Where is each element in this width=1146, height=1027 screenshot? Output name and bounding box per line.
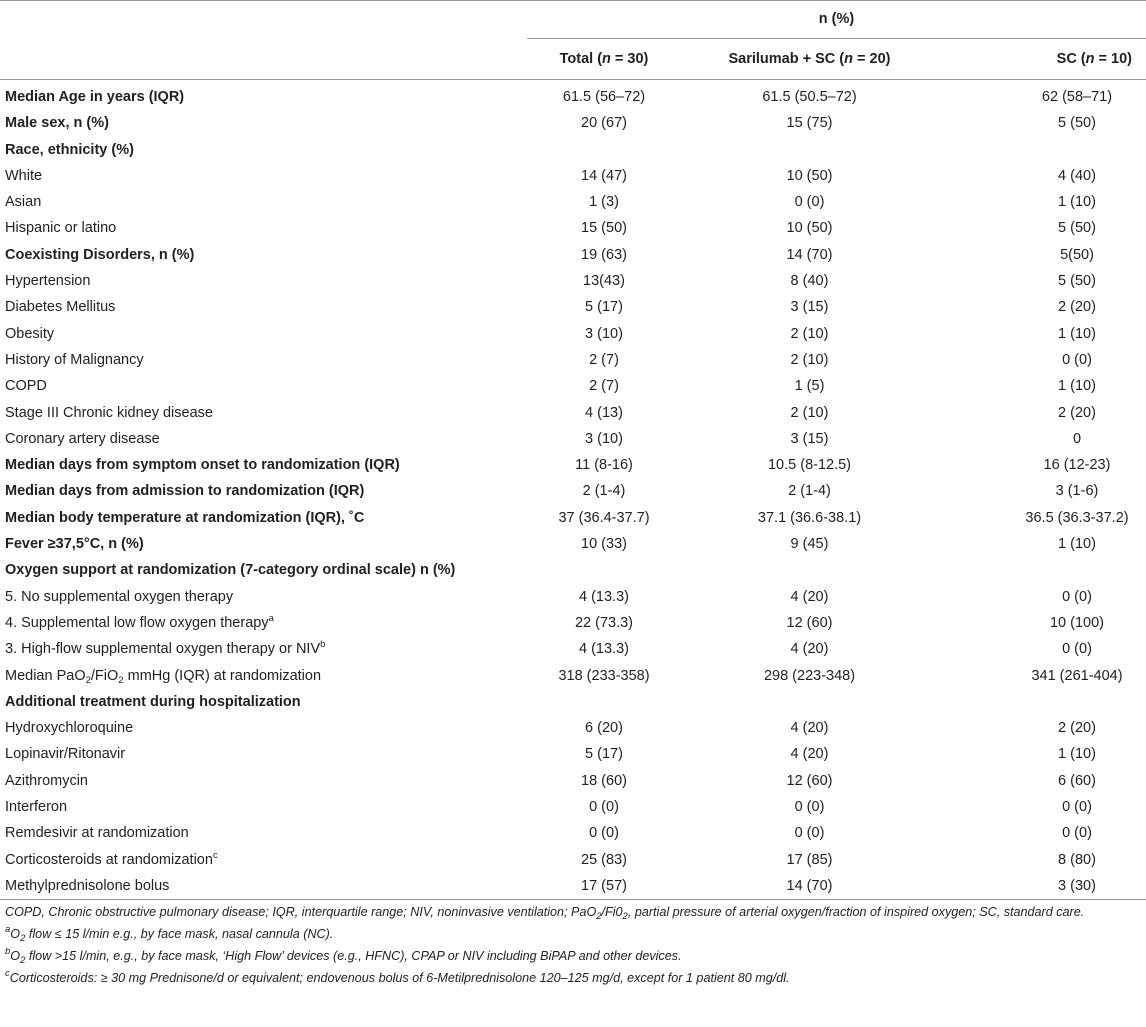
header-row-group	[0, 1, 1146, 39]
group-header: n (%)	[527, 1, 1146, 39]
cell-sarilumab: 12 (60)	[786, 614, 833, 631]
table-row	[0, 347, 1146, 373]
row-label: 4. Supplemental low flow oxygen therapy$^a$	[5, 612, 274, 631]
cell-sarilumab: 14 (70)	[786, 246, 833, 263]
table-row	[0, 584, 1146, 610]
cell-total: 4 (13.3)	[579, 588, 629, 605]
cell-sarilumab: 4 (20)	[790, 641, 829, 658]
row-label: Fever ≥37,5°C, n (%)	[5, 536, 144, 553]
table-row	[0, 768, 1146, 794]
cell-sarilumab: 2 (1-4)	[788, 483, 831, 500]
row-label: 5. No supplemental oxygen therapy	[5, 588, 234, 605]
table-row	[0, 663, 1146, 689]
table-row	[0, 689, 1146, 715]
cell-sc	[938, 110, 1146, 136]
cell-sc-value: 0 (0)	[1062, 588, 1092, 605]
cell-sc	[938, 321, 1146, 347]
cell-sc	[938, 373, 1146, 399]
table-row	[0, 610, 1146, 636]
row-label: Oxygen support at randomization (7-category ordinal scale) n (%)	[5, 562, 456, 579]
row-label: Hydroxychloroquine	[5, 720, 134, 737]
cell-sc	[938, 242, 1146, 268]
row-label: Methylprednisolone bolus	[0, 873, 527, 900]
cell-sc	[938, 478, 1146, 504]
cell-sc	[938, 80, 1146, 111]
table-row	[0, 531, 1146, 557]
cell-total: 2 (1-4)	[582, 483, 626, 500]
cell-sc	[938, 400, 1146, 426]
cell-total: 20 (67)	[581, 115, 627, 132]
row-label: Remdesivir at randomization	[5, 825, 189, 842]
cell-total: 4 (13.3)	[579, 641, 629, 658]
row-label: Coexisting Disorders, n (%)	[5, 246, 195, 263]
table-row	[0, 478, 1146, 504]
cell-sc	[938, 294, 1146, 320]
row-label: Median days from symptom onset to randomization (IQR)	[5, 457, 400, 474]
cell-sc-value: 10 (100)	[1049, 614, 1104, 631]
cell-sc	[938, 268, 1146, 294]
cell-sarilumab: 2 (10)	[790, 404, 829, 421]
cell-total: 22 (73.3)	[574, 614, 634, 631]
cell-sc	[938, 505, 1146, 531]
table-row	[0, 715, 1146, 741]
cell-sc	[938, 531, 1146, 557]
cell-sc	[938, 452, 1146, 478]
row-label: Diabetes Mellitus	[5, 299, 116, 316]
cell-sc	[938, 426, 1146, 452]
cell-sc-value: 2 (20)	[1058, 720, 1096, 737]
cell-total: 318 (233-358)	[558, 667, 650, 684]
cell-sarilumab	[681, 557, 938, 583]
row-label: Median days from admission to randomization (IQR)	[5, 483, 365, 500]
row-label: History of Malignancy	[5, 351, 144, 368]
row-label: Hypertension	[5, 273, 91, 290]
cell-sc-value: 2 (20)	[1058, 299, 1096, 316]
cell-sc	[938, 189, 1146, 215]
cell-sc	[938, 137, 1146, 163]
row-label: Stage III Chronic kidney disease	[5, 404, 213, 421]
row-label: Hispanic or latino	[5, 220, 117, 237]
header-empty-cell	[0, 1, 527, 39]
cell-total	[527, 689, 681, 715]
table-row	[0, 137, 1146, 163]
table-row	[0, 215, 1146, 241]
row-label: Male sex, n (%)	[5, 115, 109, 132]
cell-sarilumab: 10.5 (8-12.5)	[767, 457, 852, 474]
cell-total: 0 (0)	[589, 825, 619, 842]
table-body	[0, 80, 1146, 900]
cell-sc-value: 3 (1-6)	[1055, 483, 1099, 500]
cell-sarilumab: 10 (50)	[786, 167, 833, 184]
cell-sarilumab	[681, 137, 938, 163]
cell-sc-value: 4 (40)	[1058, 167, 1096, 184]
row-label: Coronary artery disease	[5, 430, 160, 447]
cell-total: 10 (33)	[581, 536, 627, 553]
cell-sc	[938, 768, 1146, 794]
cell-total: 19 (63)	[581, 246, 627, 263]
cell-total	[527, 137, 681, 163]
table-row	[0, 820, 1146, 846]
cell-sarilumab: 4 (20)	[790, 746, 829, 763]
table-footnotes	[0, 900, 1146, 988]
cell-sc-value: 0 (0)	[1062, 351, 1092, 368]
cell-sc-value: 3 (30)	[1058, 877, 1096, 894]
cell-total: 3 (10)	[585, 325, 623, 342]
row-label: Median body temperature at randomization (IQR), ˚C	[5, 509, 365, 526]
cell-total: 2 (7)	[589, 351, 619, 368]
table-row	[0, 426, 1146, 452]
cell-total: 11 (8-16)	[575, 457, 633, 474]
cell-sarilumab: 3 (15)	[790, 299, 829, 316]
cell-sc-value: 5 (50)	[1058, 220, 1096, 237]
table-row	[0, 321, 1146, 347]
cell-sc-value: 341 (261-404)	[1031, 667, 1123, 684]
cell-sc	[938, 347, 1146, 373]
cell-sc-value: 0 (0)	[1062, 799, 1092, 816]
cell-sc-value: 1 (10)	[1058, 325, 1096, 342]
cell-sc-value: 1 (10)	[1058, 746, 1096, 763]
cell-total: 3 (10)	[585, 430, 623, 447]
cell-total: 5 (17)	[585, 746, 623, 763]
cell-total: 0 (0)	[589, 799, 619, 816]
table-row	[0, 268, 1146, 294]
row-label: Additional treatment during hospitalization	[5, 693, 301, 710]
table-row	[0, 847, 1146, 873]
table-row	[0, 741, 1146, 767]
row-label: Corticosteroids at randomization$^c$	[5, 849, 218, 868]
table-row	[0, 163, 1146, 189]
cell-total: 2 (7)	[589, 378, 619, 395]
cell-sc	[938, 610, 1146, 636]
row-label: Median PaO$_2$/FiO$_2$ mmHg (IQR) at randomization	[5, 667, 322, 686]
cell-sc	[938, 847, 1146, 873]
cell-sc	[938, 715, 1146, 741]
header-row-columns	[0, 39, 1146, 80]
row-label: 3. High-flow supplemental oxygen therapy or NIV$^b$	[5, 639, 326, 658]
row-label: Median Age in years (IQR)	[5, 89, 185, 105]
row-label: COPD	[5, 378, 47, 395]
column-header-sarilumab: Sarilumab + SC (n = 20)	[681, 39, 938, 80]
table-row	[0, 452, 1146, 478]
table-row	[0, 294, 1146, 320]
cell-sarilumab: 2 (10)	[790, 351, 829, 368]
cell-sc-value: 0	[1072, 430, 1082, 447]
cell-sc-value: 8 (80)	[1058, 851, 1096, 868]
cell-sc-value: 0 (0)	[1062, 825, 1092, 842]
row-label: Azithromycin	[5, 772, 88, 789]
row-label: Asian	[5, 194, 42, 211]
cell-total	[527, 557, 681, 583]
table-row	[0, 557, 1146, 583]
cell-total: 1 (3)	[589, 194, 619, 211]
cell-sc	[938, 663, 1146, 689]
cell-sarilumab: 8 (40)	[790, 273, 829, 290]
table-row	[0, 873, 1146, 900]
cell-total: 6 (20)	[585, 720, 623, 737]
cell-sc-value: 36.5 (36.3-37.2)	[1025, 509, 1129, 526]
cell-sarilumab: 0 (0)	[794, 799, 825, 816]
column-header-sc: SC (n = 10)	[938, 39, 1146, 80]
cell-sc-value: 5 (50)	[1058, 115, 1096, 132]
row-label: Lopinavir/Ritonavir	[5, 746, 126, 763]
cell-total: 5 (17)	[585, 299, 623, 316]
cell-sarilumab: 17 (85)	[786, 851, 833, 868]
row-label: Race, ethnicity (%)	[5, 141, 134, 158]
footnote-b: $^bO_2$ flow >15 l/min, e.g., by face mask, ‘High Flow’ devices (e.g., HFNC), CPAP or NIV including BiPAP and other devices.	[5, 946, 682, 967]
cell-sc-value: 1 (10)	[1058, 536, 1096, 553]
column-header-total: Total (n = 30)	[527, 39, 681, 80]
table-row	[0, 636, 1146, 662]
header-empty-cell	[0, 39, 527, 80]
row-label: White	[5, 167, 43, 184]
cell-sc	[938, 794, 1146, 820]
table-row	[0, 505, 1146, 531]
cell-sarilumab: 15 (75)	[786, 115, 833, 132]
cell-sc-value: 6 (60)	[1058, 772, 1096, 789]
cell-sarilumab	[681, 689, 938, 715]
cell-sarilumab: 0 (0)	[794, 194, 825, 211]
cell-sarilumab: 14 (70)	[681, 873, 938, 900]
cell-sc-value: 1 (10)	[1058, 194, 1096, 211]
cell-sc-value: 1 (10)	[1058, 378, 1096, 395]
table-row	[0, 373, 1146, 399]
table-row	[0, 242, 1146, 268]
cell-sarilumab: 37.1 (36.6-38.1)	[757, 509, 862, 526]
table-row	[0, 189, 1146, 215]
cell-sc-value: 16 (12-23)	[1043, 457, 1111, 474]
cell-total: 4 (13)	[585, 404, 623, 421]
cell-sc	[938, 873, 1146, 900]
cell-sc	[938, 584, 1146, 610]
cell-total: 17 (57)	[527, 873, 681, 900]
cell-sarilumab: 2 (10)	[790, 325, 829, 342]
cell-sc-value: 62 (58–71)	[1041, 89, 1113, 105]
cell-sarilumab: 3 (15)	[790, 430, 829, 447]
footnote-a: $^aO_2$ flow ≤ 15 l/min e.g., by face mask, nasal cannula (NC).	[5, 924, 334, 945]
cell-total: 15 (50)	[581, 220, 627, 237]
table-row	[0, 110, 1146, 136]
abbreviations-note: COPD, Chronic obstructive pulmonary disease; IQR, interquartile range; NIV, noninvasive ventilation; $PaO_2/Fi0_2$, partial pressure of arterial oxygen/fraction of inspired oxygen; SC, standard care.	[5, 905, 1085, 923]
row-label: Obesity	[5, 325, 55, 342]
cell-total: 61.5 (56–72)	[562, 89, 646, 105]
cell-sarilumab: 1 (5)	[794, 378, 825, 395]
cell-sc	[938, 689, 1146, 715]
cell-sarilumab: 10 (50)	[786, 220, 833, 237]
cell-total: 18 (60)	[581, 772, 627, 789]
cell-sc	[938, 636, 1146, 662]
cell-total: 14 (47)	[581, 167, 627, 184]
cell-total: 13(43)	[583, 273, 625, 290]
cell-sarilumab: 4 (20)	[790, 720, 829, 737]
cell-sc	[938, 215, 1146, 241]
table-row	[0, 80, 1146, 111]
cell-total: 25 (83)	[581, 851, 627, 868]
cell-sarilumab: 298 (223-348)	[763, 667, 856, 684]
cell-sarilumab: 4 (20)	[790, 588, 829, 605]
cell-total: 37 (36.4-37.7)	[558, 509, 650, 526]
cell-sc	[938, 820, 1146, 846]
cell-sc	[938, 741, 1146, 767]
row-label: Interferon	[5, 799, 68, 816]
table-row	[0, 400, 1146, 426]
cell-sarilumab: 0 (0)	[794, 825, 825, 842]
cell-sc-value: 0 (0)	[1062, 641, 1092, 658]
cell-sarilumab: 9 (45)	[790, 536, 829, 553]
cell-sc-value: 5(50)	[1060, 246, 1094, 263]
cell-sc	[938, 163, 1146, 189]
cell-sarilumab: 61.5 (50.5–72)	[762, 89, 857, 105]
footnote-c: $^c$Corticosteroids: ≥ 30 mg Prednisone/d or equivalent; endovenous bolus of 6-Metilprednisolone 120–125 mg/d, except for 1 patient 80 mg/dl.	[5, 968, 790, 986]
cell-sarilumab: 12 (60)	[786, 772, 833, 789]
cell-sc-value: 2 (20)	[1058, 404, 1096, 421]
cell-sc-value: 5 (50)	[1058, 273, 1096, 290]
cell-sc	[938, 557, 1146, 583]
table-row	[0, 794, 1146, 820]
